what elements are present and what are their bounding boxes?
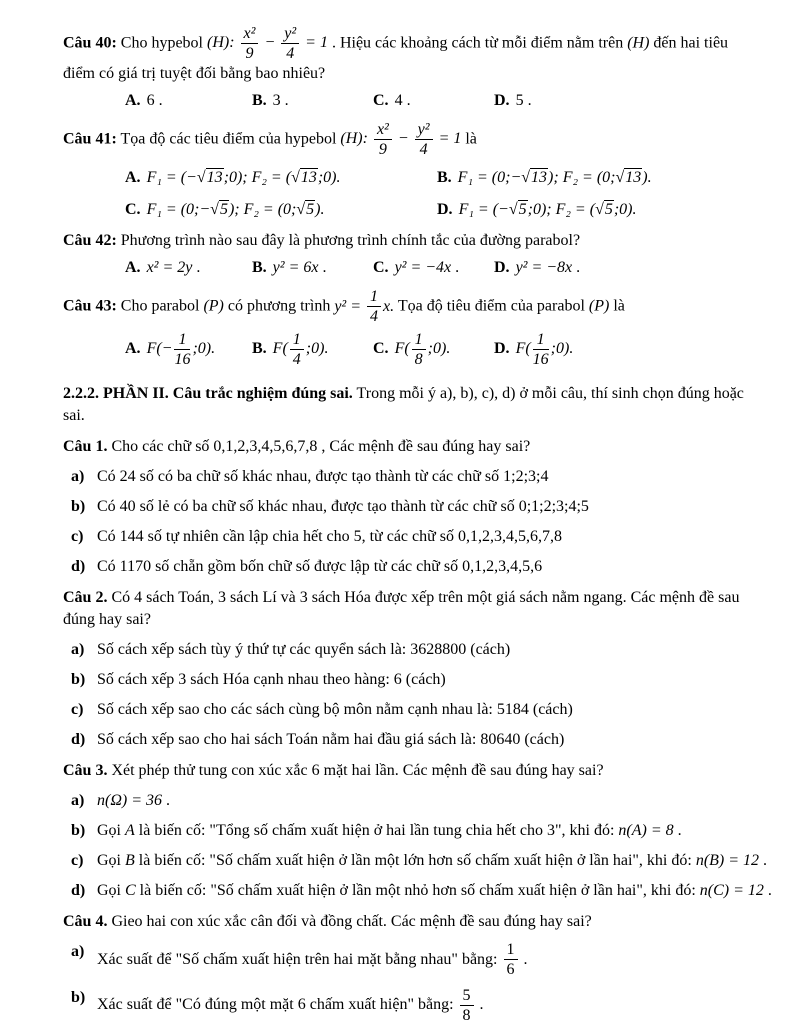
question-41-options [125,167,764,221]
question-1-label: Câu 1. [63,438,108,456]
option-letter: A. [125,91,141,109]
option-letter: D. [494,91,510,109]
question-42-options [125,257,764,279]
item-text: Gọi A là biến cố: "Tổng số chấm xuất hiện ở hai lần tung chia hết cho 3", khi đó: n(A) = 8 . [97,822,682,840]
question-3 [63,760,764,782]
item-letter: b) [71,498,86,516]
question-3-item-c [71,850,768,872]
question-42-option-a [125,257,252,279]
question-42-text: Phương trình nào sau đây là phương trình chính tắc của đường parabol? [116,232,581,250]
option-text: F(− $\frac{1}{16}$ ;0). [146,330,216,368]
option-letter: C. [125,201,141,219]
question-42-option-d [494,257,764,279]
question-1-item-b [71,496,764,518]
option-letter: A. [125,340,141,358]
question-43-option-a [125,331,252,369]
question-1 [63,436,764,458]
option-letter: B. [252,340,267,358]
item-letter: b) [71,988,86,1006]
question-4-label: Câu 4. [63,913,108,931]
question-4-text: Gieo hai con xúc xắc cân đối và đồng chất. Các mệnh đề sau đúng hay sai? [107,913,592,931]
item-text: Có 144 số tự nhiên cần lập chia hết cho 5, từ các chữ số 0,1,2,3,4,5,6,7,8 [97,528,563,546]
option-letter: B. [252,91,267,109]
question-3-item-b [71,820,764,842]
item-letter: b) [71,671,86,689]
item-letter: d) [71,882,86,900]
option-text: F₁ = (0;−√5); F₂ = (0;√5). [146,201,325,219]
item-text: Xác suất để "Số chấm xuất hiện trên hai mặt bằng nhau" bằng: $\frac{1}{6}$ . [97,941,528,979]
item-text: n(Ω) = 36 . [97,792,171,810]
item-text: Có 1170 số chẵn gồm bốn chữ số được lập từ các chữ số 0,1,2,3,4,5,6 [97,558,543,576]
question-43-text: Cho parabol (P) có phương trình y² = $\frac{1}{4}$ x. Tọa độ tiêu điểm của parabol (P) là [116,288,625,326]
question-4-item-a [71,941,764,979]
item-text: Có 24 số có ba chữ số khác nhau, được tạo thành từ các chữ số 1;2;3;4 [97,468,549,486]
item-text: Có 40 số lẻ có ba chữ số khác nhau, được tạo thành từ các chữ số 0;1;2;3;4;5 [97,498,589,516]
item-letter: d) [71,731,86,749]
option-text: y² = −8x . [515,259,581,277]
question-41-label: Câu 41: [63,129,117,147]
option-letter: A. [125,259,141,277]
question-40 [63,25,764,85]
question-2-item-d [71,729,764,751]
question-2 [63,587,764,631]
option-text: 3 . [272,91,289,109]
question-43-label: Câu 43: [63,297,117,315]
item-letter: a) [71,468,85,486]
question-41-text: Tọa độ các tiêu điểm của hypebol (H): $\frac{\text{x²}}{9}$ − $\frac{\text{y²}}{4}$ = 1 là [116,120,477,158]
option-letter: D. [494,259,510,277]
question-2-item-b [71,669,764,691]
question-41-option-c [125,199,437,221]
option-letter: B. [252,259,267,277]
item-letter: a) [71,641,85,659]
item-text: Số cách xếp sao cho các sách cùng bộ môn nằm cạnh nhau là: 5184 (cách) [97,701,573,719]
question-40-options [125,90,764,112]
item-letter: a) [71,943,85,961]
question-2-label: Câu 2. [63,589,108,607]
item-text: Xác suất để "Có đúng một mặt 6 chấm xuất hiện" bằng: $\frac{5}{8}$ . [97,986,484,1024]
question-1-item-a [71,466,764,488]
question-3-item-d [71,880,772,902]
option-letter: B. [437,169,452,187]
question-4 [63,911,764,933]
section-heading [63,383,764,427]
question-43-option-c [373,331,494,369]
question-41-option-d [437,199,764,221]
item-text: Gọi B là biến cố: "Số chấm xuất hiện ở lần một lớn hơn số chấm xuất hiện ở lần hai", khi đó: n(B) = 12 . [97,852,768,870]
item-letter: a) [71,792,85,810]
question-40-label: Câu 40: [63,34,117,52]
section-heading-normal: Trong mỗi ý a), b), c), d) ở mỗi câu, thí sinh chọn đúng hoặc sai. [63,385,744,425]
option-text: F( $\frac{1}{4}$ ;0). [272,330,329,368]
item-letter: d) [71,558,86,576]
question-4-item-b [71,987,764,1024]
question-3-text: Xét phép thử tung con xúc xắc 6 mặt hai lần. Các mệnh đề sau đúng hay sai? [107,762,604,780]
question-3-item-a [71,790,764,812]
item-text: Số cách xếp 3 sách Hóa cạnh nhau theo hàng: 6 (cách) [97,671,446,689]
question-2-item-a [71,639,764,661]
question-43 [63,288,764,326]
option-letter: D. [437,201,453,219]
question-1-text: Cho các chữ số 0,1,2,3,4,5,6,7,8 , Các mệnh đề sau đúng hay sai? [107,438,531,456]
option-text: F( $\frac{1}{8}$ ;0). [394,330,451,368]
option-text: 5 . [515,91,532,109]
question-42-option-c [373,257,494,279]
question-43-option-d [494,331,764,369]
option-text: F₁ = (−√13;0); F₂ = (√13;0). [146,169,341,187]
question-42-option-b [252,257,373,279]
section-heading-bold: 2.2.2. PHẦN II. Câu trắc nghiệm đúng sai. [63,385,353,403]
question-40-option-a [125,90,252,112]
question-1-item-c [71,526,764,548]
question-40-option-d [494,90,764,112]
option-letter: A. [125,169,141,187]
question-3-label: Câu 3. [63,762,108,780]
question-43-options [125,331,764,369]
item-letter: c) [71,701,84,719]
option-letter: C. [373,91,389,109]
question-1-item-d [71,556,764,578]
option-text: y² = 6x . [272,259,327,277]
item-text: Số cách xếp sách tùy ý thứ tự các quyển sách là: 3628800 (cách) [97,641,511,659]
question-43-option-b [252,331,373,369]
question-2-item-c [71,699,764,721]
option-letter: C. [373,259,389,277]
item-letter: c) [71,852,84,870]
question-40-option-b [252,90,373,112]
question-41-option-a [125,167,437,189]
item-text: Gọi C là biến cố: "Số chấm xuất hiện ở lần một nhỏ hơn số chấm xuất hiện ở lần hai", khi đó: n(C) = 12 . [97,882,772,900]
option-letter: C. [373,340,389,358]
item-letter: b) [71,822,86,840]
option-text: F₁ = (−√5;0); F₂ = (√5;0). [458,201,637,219]
option-text: y² = −4x . [394,259,460,277]
item-text: Số cách xếp sao cho hai sách Toán nằm hai đầu giá sách là: 80640 (cách) [97,731,565,749]
option-text: x² = 2y . [146,259,201,277]
option-letter: D. [494,340,510,358]
question-40-text: Cho hypebol (H): $\frac{\text{x²}}{9}$ − $\frac{\text{y²}}{4}$ = 1 . Hiệu các khoảng cách từ mỗi điểm nằm trên (H) đến hai tiêu điểm có giá trị tuyệt đối bằng bao nhiêu? [63,25,729,82]
option-text: F₁ = (0;−√13); F₂ = (0;√13). [457,169,652,187]
question-41 [63,121,764,159]
question-41-option-b [437,167,764,189]
question-40-option-c [373,90,494,112]
question-2-text: Có 4 sách Toán, 3 sách Lí và 3 sách Hóa được xếp trên một giá sách nằm ngang. Các mệnh đề sau đúng hay sai? [63,589,740,629]
question-42 [63,230,764,252]
item-letter: c) [71,528,84,546]
option-text: F( $\frac{1}{16}$ ;0). [515,330,574,368]
option-text: 6 . [146,91,163,109]
question-42-label: Câu 42: [63,232,117,250]
option-text: 4 . [394,91,411,109]
